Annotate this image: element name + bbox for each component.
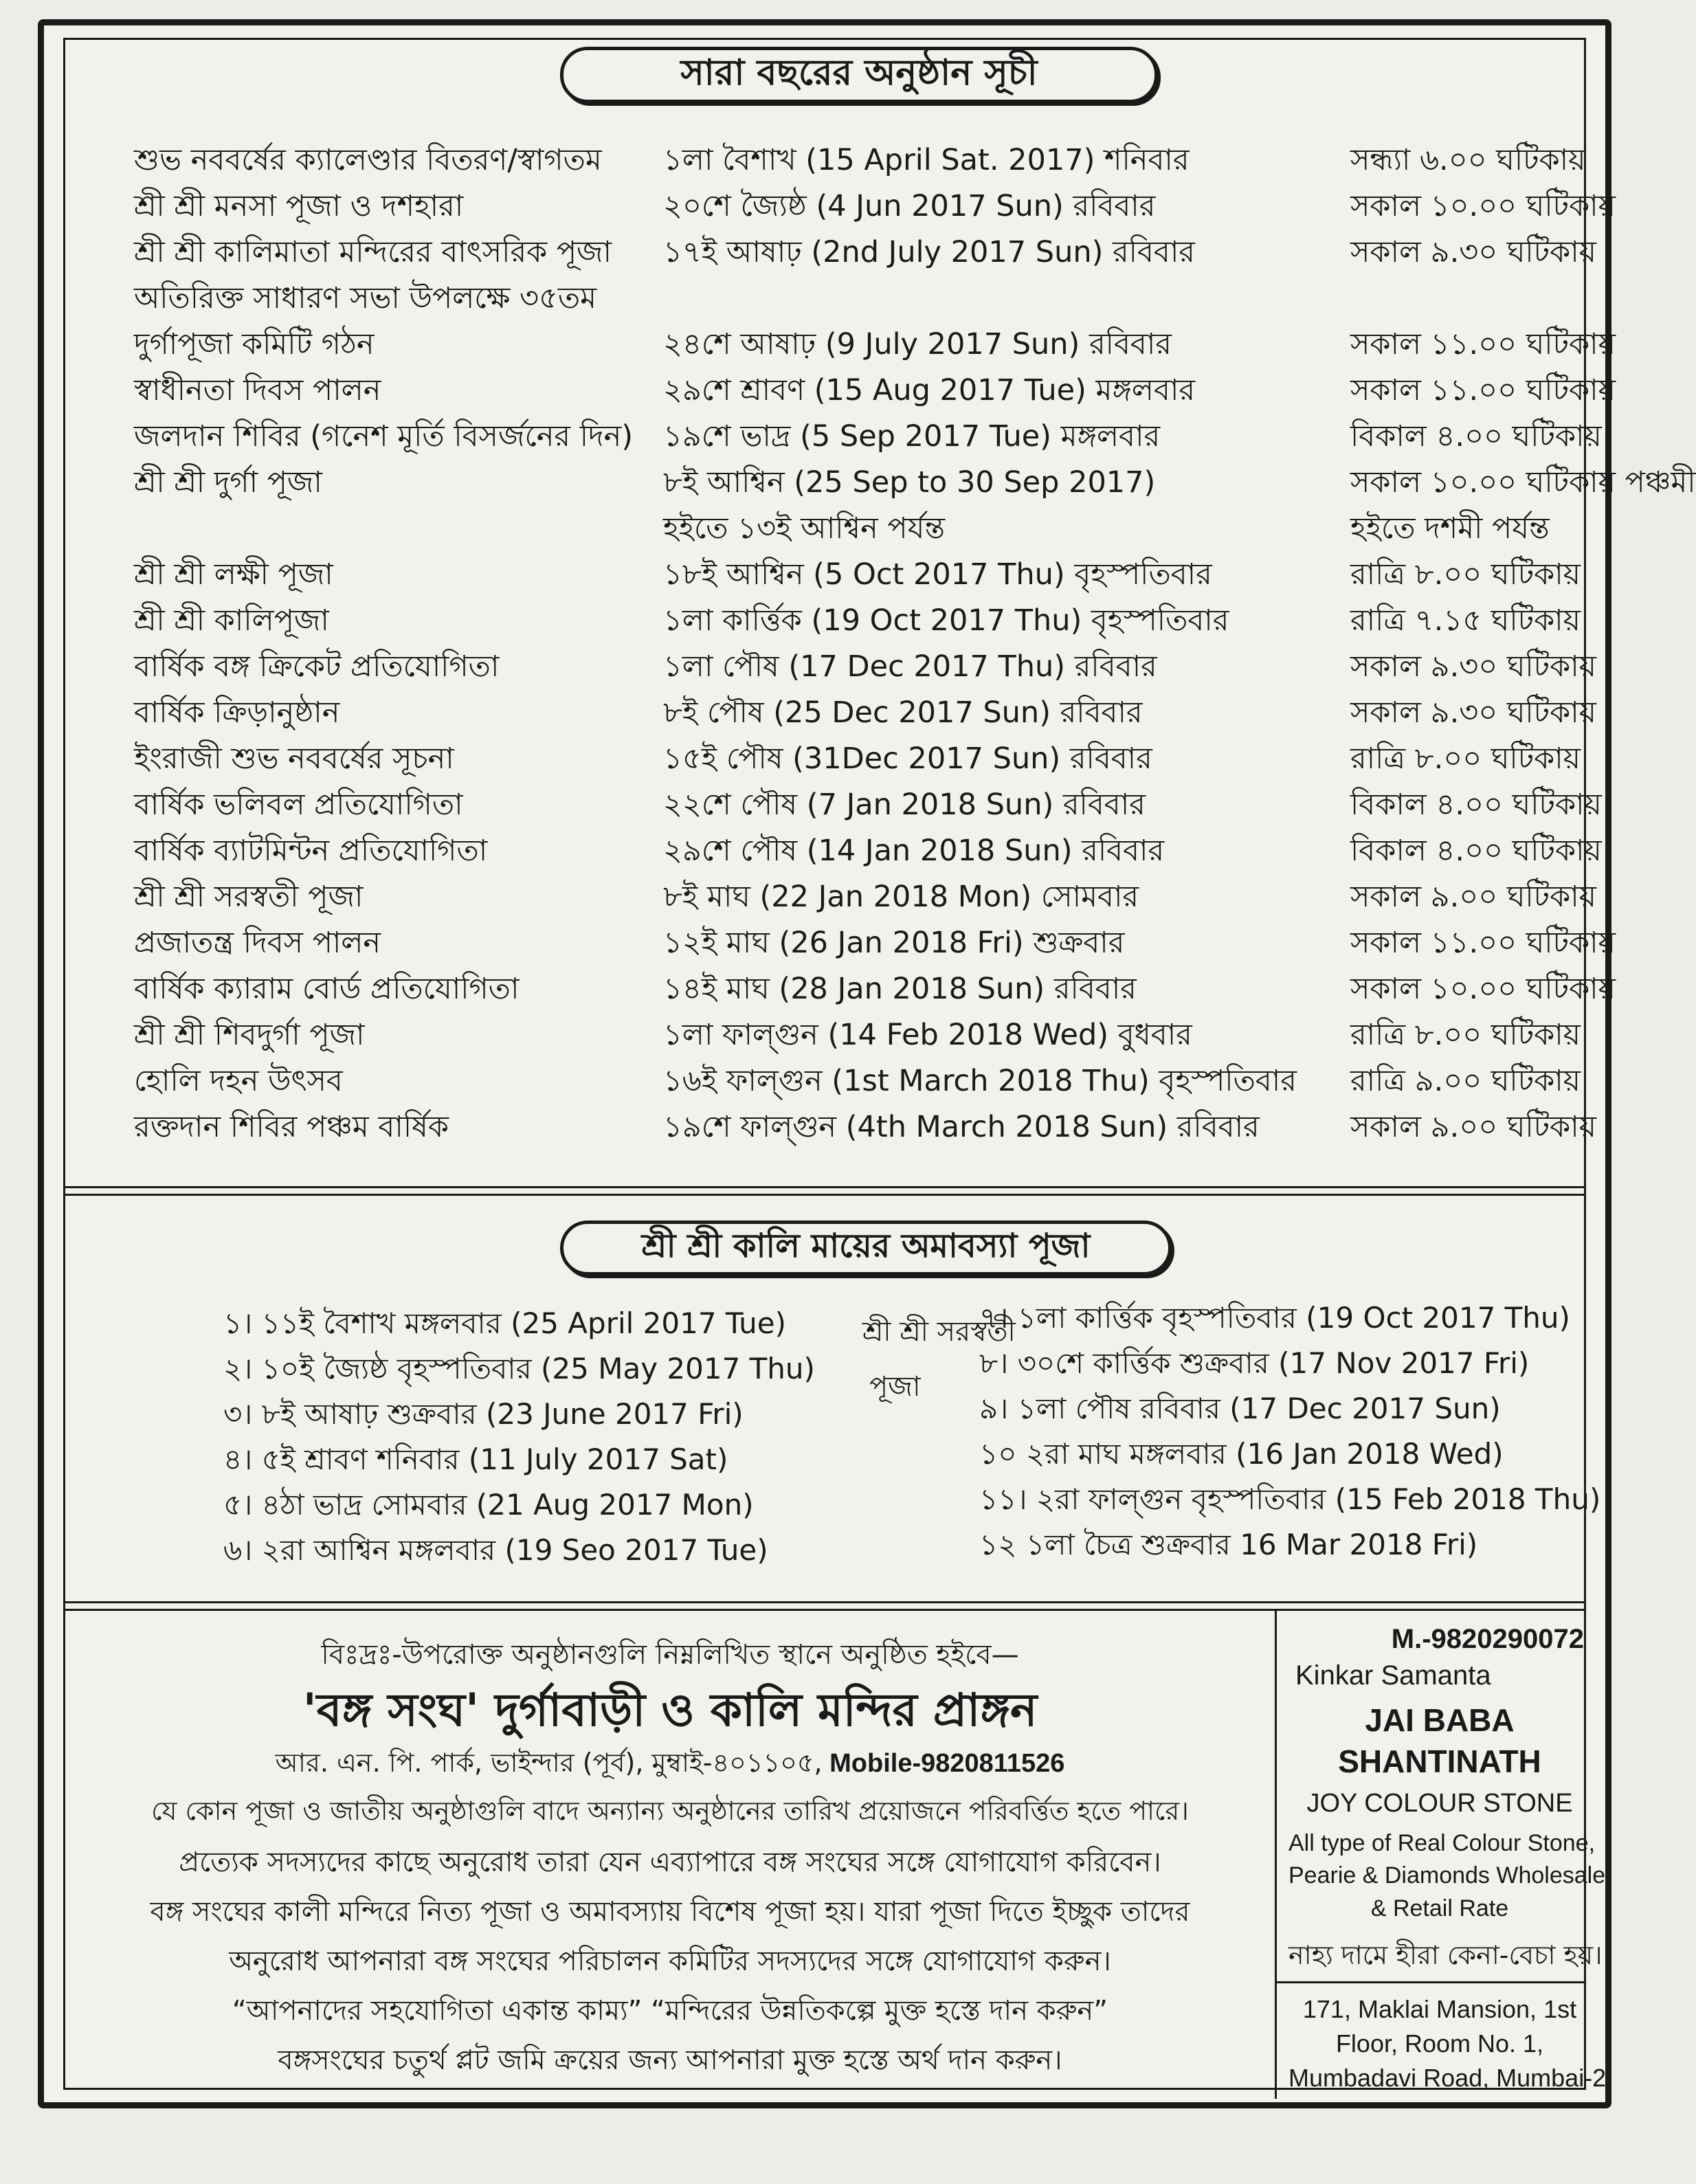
event-event: শ্রী শ্রী কালিমাতা মন্দিরের বাৎসরিক পূজা bbox=[134, 235, 612, 269]
event-date: ১লা ফাল্গুন (14 Feb 2018 Wed) বুধবার bbox=[663, 1018, 1192, 1052]
advert-divider bbox=[1275, 1611, 1277, 2099]
event-time: রাত্রি ৮.০০ ঘটিকায় bbox=[1350, 557, 1581, 592]
advert-address-1 bbox=[1288, 1995, 1591, 2024]
event-date: ২০শে জ্যৈষ্ঠ (4 Jun 2017 Sun) রবিবার bbox=[663, 189, 1156, 223]
venue-title-text: 'বঙ্গ সংঘ' দুর্গাবাড়ী ও কালি মন্দির প্রাঙ্গন bbox=[302, 1684, 1038, 1737]
event-time: সকাল ১০.০০ ঘটিকায় bbox=[1350, 189, 1616, 223]
event-time: রাত্রি ৯.০০ ঘটিকায় bbox=[1350, 1064, 1581, 1098]
footer-line: বঙ্গ সংঘের কালী মন্দিরে নিত্য পূজা ও অমাবস্যায় বিশেষ পূজা হয়। যারা পূজা দিতে ইচ্ছুক তাদের bbox=[150, 1896, 1190, 1928]
venue-title bbox=[65, 1675, 1275, 1751]
advert-address-1-text: 171, Maklai Mansion, 1st bbox=[1302, 1995, 1577, 2023]
event-time: সকাল ১১.০০ ঘটিকায় bbox=[1350, 926, 1616, 960]
advert-address-3 bbox=[1288, 2064, 1607, 2093]
event-event: শ্রী শ্রী মনসা পূজা ও দশহারা bbox=[134, 189, 464, 223]
event-time: রাত্রি ৭.১৫ ঘটিকায় bbox=[1350, 603, 1581, 638]
event-date: ১৬ই ফাল্গুন (1st March 2018 Thu) বৃহস্পতিবার bbox=[663, 1064, 1297, 1098]
event-event: শ্রী শ্রী দুর্গা পূজা bbox=[134, 465, 322, 500]
section-divider bbox=[65, 1186, 1584, 1196]
event-time: সকাল ১০.০০ ঘটিকায় bbox=[1350, 972, 1616, 1006]
saraswati-label bbox=[862, 1311, 1016, 1352]
event-date: ২৪শে আষাঢ় (9 July 2017 Sun) রবিবার bbox=[663, 327, 1172, 361]
event-time: বিকাল ৪.০০ ঘটিকায় bbox=[1350, 788, 1602, 822]
amavasya-date: ৭। ১লা কার্ত্তিক বৃহস্পতিবার (19 Oct 2017 Thu) bbox=[979, 1301, 1570, 1335]
saraswati-label-text: শ্রী শ্রী সরস্বতী bbox=[862, 1316, 1016, 1348]
page-frame bbox=[38, 19, 1696, 2108]
event-event: বার্ষিক বঙ্গ ক্রিকেট প্রতিযোগিতা bbox=[134, 649, 500, 684]
footer-line: প্রত্যেক সদস্যদের কাছে অনুরোধ তারা যেন এব্যাপারে বঙ্গ সংঘের সঙ্গে যোগাযোগ করিবেন। bbox=[179, 1847, 1161, 1878]
event-date: ১৪ই মাঘ (28 Jan 2018 Sun) রবিবার bbox=[663, 972, 1137, 1006]
advert-desc-2 bbox=[1288, 1862, 1606, 1889]
event-date: ২২শে পৌষ (7 Jan 2018 Sun) রবিবার bbox=[663, 788, 1146, 822]
amavasya-date: ৪। ৫ই শ্রাবণ শনিবার (11 July 2017 Sat) bbox=[223, 1442, 728, 1476]
event-date: ৮ই মাঘ (22 Jan 2018 Mon) সোমবার bbox=[663, 880, 1139, 914]
event-event: স্বাধীনতা দিবস পালন bbox=[134, 373, 381, 408]
event-time: বিকাল ৪.০০ ঘটিকায় bbox=[1350, 834, 1602, 868]
inner-frame bbox=[63, 38, 1696, 2092]
event-event: শ্রী শ্রী লক্ষী পূজা bbox=[134, 557, 333, 592]
footer-line: বঙ্গসংঘের চতুর্থ প্লট জমি ক্রয়ের জন্য আপনারা মুক্ত হস্তে অর্থ দান করুন। bbox=[278, 2044, 1062, 2076]
advert-subtitle-text: JOY COLOUR STONE bbox=[1306, 1789, 1573, 1818]
amavasya-date: ৫। ৪ঠা ভাদ্র সোমবার (21 Aug 2017 Mon) bbox=[223, 1488, 754, 1522]
event-date: ৮ই পৌষ (25 Dec 2017 Sun) রবিবার bbox=[663, 695, 1143, 730]
advert-address-2 bbox=[1288, 2029, 1591, 2058]
event-date: ১২ই মাঘ (26 Jan 2018 Fri) শুক্রবার bbox=[663, 926, 1125, 960]
event-time: সকাল ৯.০০ ঘটিকায় bbox=[1350, 880, 1596, 914]
event-event: বার্ষিক ভলিবল প্রতিযোগিতা bbox=[134, 788, 463, 822]
advert-name bbox=[1295, 1660, 1584, 1691]
event-event: শুভ নববর্ষের ক্যালেণ্ডার বিতরণ/স্বাগতম bbox=[134, 143, 602, 177]
footer-notice bbox=[65, 1633, 1275, 1679]
event-date: ১৯শে ভাদ্র (5 Sep 2017 Tue) মঙ্গলবার bbox=[663, 419, 1161, 454]
event-time: বিকাল ৪.০০ ঘটিকায় bbox=[1350, 419, 1602, 454]
event-event: ইংরাজী শুভ নববর্ষের সূচনা bbox=[134, 742, 454, 776]
puja-label bbox=[869, 1366, 921, 1407]
schedule-title bbox=[560, 47, 1158, 103]
advert-desc-3 bbox=[1288, 1895, 1591, 1922]
advert-name-text: Kinkar Samanta bbox=[1295, 1660, 1491, 1691]
amavasya-date: ৩। ৮ই আষাঢ় শুক্রবার (23 June 2017 Fri) bbox=[223, 1397, 744, 1431]
advert-shop-line1-text: JAI BABA bbox=[1365, 1702, 1515, 1738]
event-time: রাত্রি ৮.০০ ঘটিকায় bbox=[1350, 742, 1581, 776]
event-time: সকাল ১০.০০ ঘটিকায় পঞ্চমী bbox=[1350, 465, 1696, 500]
advert-desc-1 bbox=[1288, 1830, 1596, 1857]
advert-shop-line2-text: SHANTINATH bbox=[1338, 1743, 1541, 1779]
venue-address-text: আর. এন. পি. পার্ক, ভাইন্দার (পূর্ব), মুম্বাই-৪০১১০৫, bbox=[275, 1748, 823, 1778]
event-date: ৮ই আশ্বিন (25 Sep to 30 Sep 2017) bbox=[663, 465, 1156, 500]
amavasya-title-text: শ্রী শ্রী কালি মায়ের অমাবস্যা পূজা bbox=[641, 1227, 1091, 1265]
advert-desc-2-text: Pearie & Diamonds Wholesale bbox=[1288, 1862, 1606, 1888]
event-date: হইতে ১৩ই আশ্বিন পর্যন্ত bbox=[663, 511, 946, 546]
event-event: রক্তদান শিবির পঞ্চম বার্ষিক bbox=[134, 1110, 449, 1144]
event-time: রাত্রি ৮.০০ ঘটিকায় bbox=[1350, 1018, 1581, 1052]
event-date: ১লা বৈশাখ (15 April Sat. 2017) শনিবার bbox=[663, 143, 1190, 177]
advert-desc-3-text: & Retail Rate bbox=[1370, 1895, 1509, 1921]
event-event: জলদান শিবির (গনেশ মূর্তি বিসর্জনের দিন) bbox=[134, 419, 634, 454]
advert-mobile bbox=[1295, 1624, 1584, 1655]
event-date: ২৯শে পৌষ (14 Jan 2018 Sun) রবিবার bbox=[663, 834, 1165, 868]
advert-bengali-text: নাহ্য দামে হীরা কেনা-বেচা হয়। bbox=[1288, 1940, 1603, 1970]
event-date: ১৯শে ফাল্গুন (4th March 2018 Sun) রবিবার bbox=[663, 1110, 1260, 1144]
event-event: শ্রী শ্রী শিবদুর্গা পূজা bbox=[134, 1018, 365, 1052]
advert-address-2-text: Floor, Room No. 1, bbox=[1335, 2029, 1544, 2058]
event-date: ২৯শে শ্রাবণ (15 Aug 2017 Tue) মঙ্গলবার bbox=[663, 373, 1196, 408]
event-date: ১৮ই আশ্বিন (5 Oct 2017 Thu) বৃহস্পতিবার bbox=[663, 557, 1212, 592]
amavasya-date: ৬। ২রা আশ্বিন মঙ্গলবার (19 Seo 2017 Tue) bbox=[223, 1533, 768, 1567]
event-date: ১লা পৌষ (17 Dec 2017 Thu) রবিবার bbox=[663, 649, 1157, 684]
advert-divider-line bbox=[1277, 1981, 1584, 1983]
event-time: সকাল ১১.০০ ঘটিকায় bbox=[1350, 327, 1616, 361]
event-event: শ্রী শ্রী সরস্বতী পূজা bbox=[134, 880, 364, 914]
amavasya-date: ২। ১০ই জ্যৈষ্ঠ বৃহস্পতিবার (25 May 2017 Thu) bbox=[223, 1352, 815, 1385]
event-time: সকাল ৯.৩০ ঘটিকায় bbox=[1350, 695, 1596, 730]
venue-mobile: Mobile-9820811526 bbox=[822, 1749, 1065, 1778]
event-event: বার্ষিক ক্রিড়ানুষ্ঠান bbox=[134, 695, 340, 730]
event-event: প্রজাতন্ত্র দিবস পালন bbox=[134, 926, 381, 960]
event-event: বার্ষিক ক্যারাম বোর্ড প্রতিযোগিতা bbox=[134, 972, 520, 1006]
event-time: সন্ধ্যা ৬.০০ ঘটিকায় bbox=[1350, 143, 1586, 177]
advert-subtitle bbox=[1288, 1789, 1591, 1818]
amavasya-date: ৮। ৩০শে কার্ত্তিক শুক্রবার (17 Nov 2017 Fri) bbox=[979, 1346, 1530, 1380]
amavasya-date: ১১। ২রা ফাল্গুন বৃহস্পতিবার (15 Feb 2018 Thu) bbox=[979, 1482, 1601, 1516]
event-time: সকাল ১১.০০ ঘটিকায় bbox=[1350, 373, 1616, 408]
footer-line: “আপনাদের সহযোগিতা একান্ত কাম্য” “মন্দিরের উন্নতিকল্পে মুক্ত হস্তে দান করুন” bbox=[232, 1995, 1108, 2027]
schedule-title-text: সারা বছরের অনুষ্ঠান সূচী bbox=[680, 52, 1038, 93]
advert-address-3-text: Mumbadavi Road, Mumbai-2 bbox=[1288, 2064, 1607, 2092]
amavasya-date: ১২ ১লা চৈত্র শুক্রবার 16 Mar 2018 Fri) bbox=[979, 1528, 1478, 1561]
event-date: ১৫ই পৌষ (31Dec 2017 Sun) রবিবার bbox=[663, 742, 1152, 776]
footer-notice-text: বিঃদ্রঃ-উপরোক্ত অনুষ্ঠানগুলি নিম্নলিখিত স্থানে অনুষ্ঠিত হইবে— bbox=[321, 1639, 1019, 1671]
amavasya-title bbox=[560, 1221, 1172, 1275]
event-date: ১৭ই আষাঢ় (2nd July 2017 Sun) রবিবার bbox=[663, 235, 1195, 269]
advert-bengali bbox=[1288, 1935, 1603, 1979]
advert-shop-line2 bbox=[1288, 1743, 1591, 1780]
advert-shop-line1 bbox=[1288, 1702, 1591, 1739]
event-time: হইতে দশমী পর্যন্ত bbox=[1350, 511, 1550, 546]
section-divider bbox=[65, 1601, 1584, 1611]
amavasya-date: ১। ১১ই বৈশাখ মঙ্গলবার (25 April 2017 Tue) bbox=[223, 1306, 787, 1340]
event-event: অতিরিক্ত সাধারণ সভা উপলক্ষে ৩৫তম bbox=[134, 281, 597, 315]
event-time: সকাল ৯.৩০ ঘটিকায় bbox=[1350, 235, 1596, 269]
event-event: হোলি দহন উৎসব bbox=[134, 1064, 343, 1098]
event-date: ১লা কার্ত্তিক (19 Oct 2017 Thu) বৃহস্পতিবার bbox=[663, 603, 1229, 638]
event-time: সকাল ৯.০০ ঘটিকায় bbox=[1350, 1110, 1596, 1144]
event-event: শ্রী শ্রী কালিপূজা bbox=[134, 603, 329, 638]
event-event: বার্ষিক ব্যাটমিন্টন প্রতিযোগিতা bbox=[134, 834, 488, 868]
venue-address bbox=[65, 1743, 1275, 1787]
footer-line: যে কোন পূজা ও জাতীয় অনুষ্ঠাগুলি বাদে অন্যান্য অনুষ্ঠানের তারিখ প্রয়োজনে পরিবর্ত্তিত হতে পারে। bbox=[151, 1796, 1189, 1826]
amavasya-date: ৯। ১লা পৌষ রবিবার (17 Dec 2017 Sun) bbox=[979, 1392, 1501, 1425]
footer-line: অনুরোধ আপনারা বঙ্গ সংঘের পরিচালন কমিটির সদস্যদের সঙ্গে যোগাযোগ করুন। bbox=[229, 1946, 1111, 1977]
advert-mobile-text: M.-9820290072 bbox=[1391, 1624, 1584, 1654]
advert-desc-1-text: All type of Real Colour Stone, bbox=[1288, 1830, 1596, 1856]
puja-label-text: পূজা bbox=[869, 1371, 921, 1403]
event-event: দুর্গাপূজা কমিটি গঠন bbox=[134, 327, 375, 361]
event-time: সকাল ৯.৩০ ঘটিকায় bbox=[1350, 649, 1596, 684]
amavasya-date: ১০ ২রা মাঘ মঙ্গলবার (16 Jan 2018 Wed) bbox=[979, 1437, 1504, 1471]
